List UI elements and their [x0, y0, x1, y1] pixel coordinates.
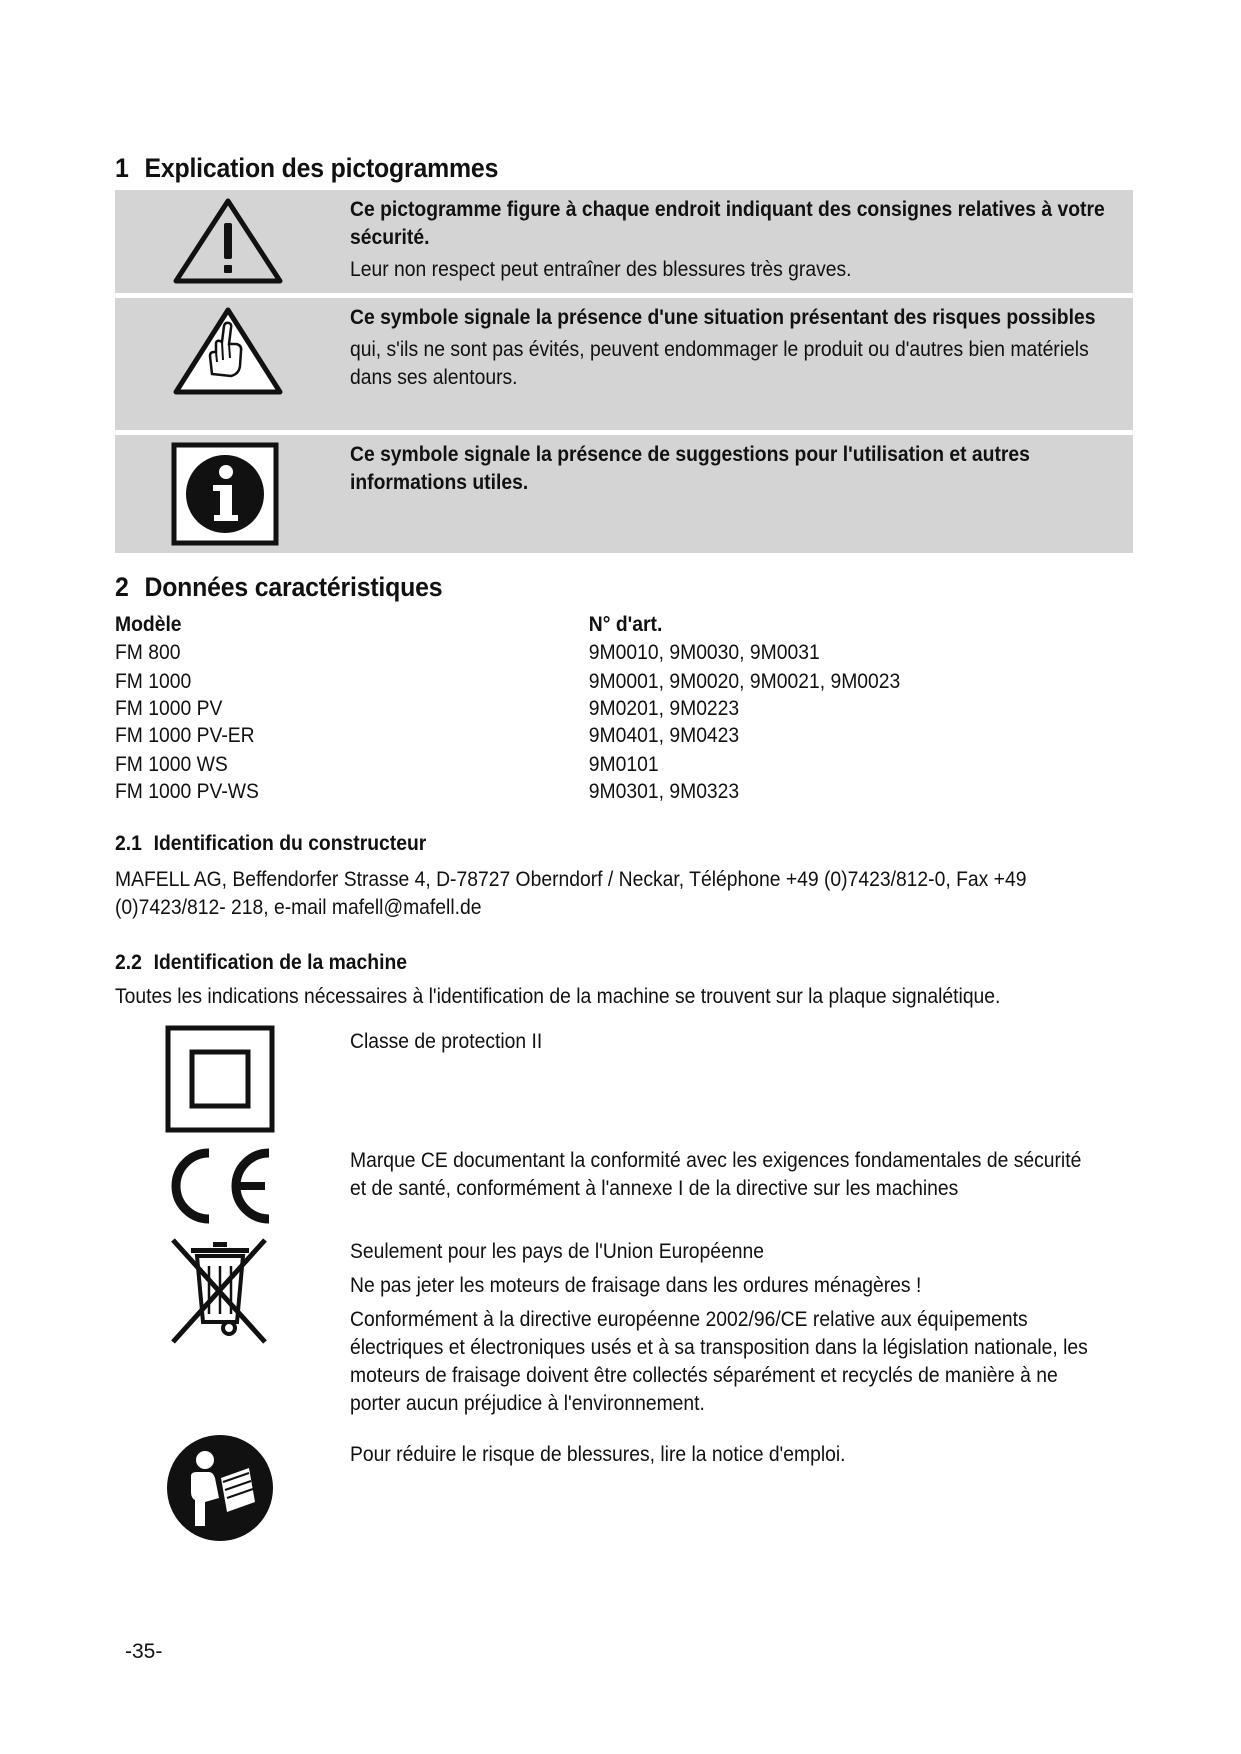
model-name: FM 1000 WS	[115, 753, 228, 776]
caution-hand-triangle-icon	[170, 304, 286, 400]
section-number: 2.2	[115, 951, 142, 974]
warning-triangle-icon	[170, 195, 286, 287]
pictogram-row-warning	[115, 190, 1133, 293]
pictogram-text	[350, 196, 1132, 284]
table-row	[115, 670, 1035, 697]
article-numbers: 9M0001, 9M0020, 9M0021, 9M0023	[588, 670, 901, 693]
model-name: FM 800	[115, 641, 181, 664]
pictogram-bold-text: Ce pictogramme figure à chaque endroit indiquant des consignes relatives à votre sécurité.	[350, 198, 1105, 249]
information-icon	[170, 441, 286, 547]
symbol-text-line: Pour réduire le risque de blessures, lire la notice d'emploi.	[350, 1443, 846, 1466]
table-row	[115, 780, 1035, 808]
column-article: N° d'art.	[588, 613, 663, 636]
pictogram-normal-text: Leur non respect peut entraîner des blessures très graves.	[350, 258, 852, 281]
section-1-heading	[115, 153, 498, 184]
pictogram-text	[350, 304, 1132, 392]
article-numbers: 9M0101	[588, 753, 659, 776]
symbol-description	[350, 1441, 1095, 1469]
section-2-2-heading	[115, 951, 407, 975]
symbol-text-line: Seulement pour les pays de l'Union Européenne	[350, 1240, 764, 1263]
section-title: Explication des pictogrammes	[144, 153, 499, 183]
table-row	[115, 641, 1035, 670]
section-number: 2	[115, 572, 129, 602]
pictogram-row-info	[115, 435, 1133, 553]
symbol-description	[350, 1147, 1095, 1203]
pictogram-normal-text: qui, s'ils ne sont pas évités, peuvent endommager le produit ou d'autres bien matériels dans ses alentours.	[350, 338, 1089, 389]
model-name: FM 1000 PV-ER	[115, 724, 255, 747]
pictogram-text	[350, 441, 1132, 497]
crossed-bin-icon	[165, 1236, 285, 1351]
manufacturer-address: MAFELL AG, Beffendorfer Strasse 4, D-78727 Oberndorf / Neckar, Téléphone +49 (0)7423/812-0, Fax +49 (0)7423/812- 218, e-mail mafell@mafell.de	[115, 868, 1027, 919]
section-number: 1	[115, 153, 129, 183]
symbol-description	[350, 1238, 1095, 1418]
section-number: 2.1	[115, 832, 142, 855]
table-row	[115, 753, 1035, 780]
model-name: FM 1000 PV	[115, 697, 223, 720]
pictogram-row-caution	[115, 298, 1133, 430]
page-number: -35-	[125, 1640, 163, 1663]
specs-table	[115, 613, 1035, 808]
symbol-description	[350, 1028, 1095, 1056]
article-numbers: 9M0301, 9M0323	[588, 780, 740, 803]
model-name: FM 1000	[115, 670, 192, 693]
section-title: Données caractéristiques	[144, 572, 443, 602]
pictogram-bold-text: Ce symbole signale la présence d'une situation présentant des risques possibles	[350, 306, 1096, 329]
table-row	[115, 697, 1035, 724]
table-row	[115, 724, 1035, 753]
article-numbers: 9M0010, 9M0030, 9M0031	[588, 641, 820, 664]
section-2-heading	[115, 572, 442, 603]
article-numbers: 9M0401, 9M0423	[588, 724, 740, 747]
protection-class-ii-icon	[165, 1025, 285, 1138]
section-title: Identification de la machine	[153, 951, 407, 974]
symbol-text-line: Conformément à la directive européenne 2002/96/CE relative aux équipements électriques et électroniques usés et à sa transposition dans la législation nationale, les moteurs de fraisage doivent être collectés séparément et recyclés de manière à ne porter aucun préjudice à l'environnement.	[350, 1308, 1088, 1415]
ce-mark-icon	[165, 1145, 285, 1232]
machine-identification-text: Toutes les indications nécessaires à l'identification de la machine se trouvent sur la plaque signalétique.	[115, 985, 1001, 1008]
specs-header	[115, 613, 1035, 641]
model-name: FM 1000 PV-WS	[115, 780, 259, 803]
symbol-text-line: Ne pas jeter les moteurs de fraisage dans les ordures ménagères !	[350, 1274, 922, 1297]
symbol-text-line: Marque CE documentant la conformité avec les exigences fondamentales de sécurité et de santé, conformément à l'annexe I de la directive sur les machines	[350, 1149, 1082, 1200]
section-2-1-heading	[115, 832, 426, 856]
section-title: Identification du constructeur	[153, 832, 427, 855]
read-manual-icon	[165, 1432, 285, 1549]
pictogram-bold-text: Ce symbole signale la présence de suggestions pour l'utilisation et autres informations utiles.	[350, 443, 1030, 494]
symbol-text-line: Classe de protection II	[350, 1030, 543, 1053]
article-numbers: 9M0201, 9M0223	[588, 697, 740, 720]
column-model: Modèle	[115, 613, 182, 636]
